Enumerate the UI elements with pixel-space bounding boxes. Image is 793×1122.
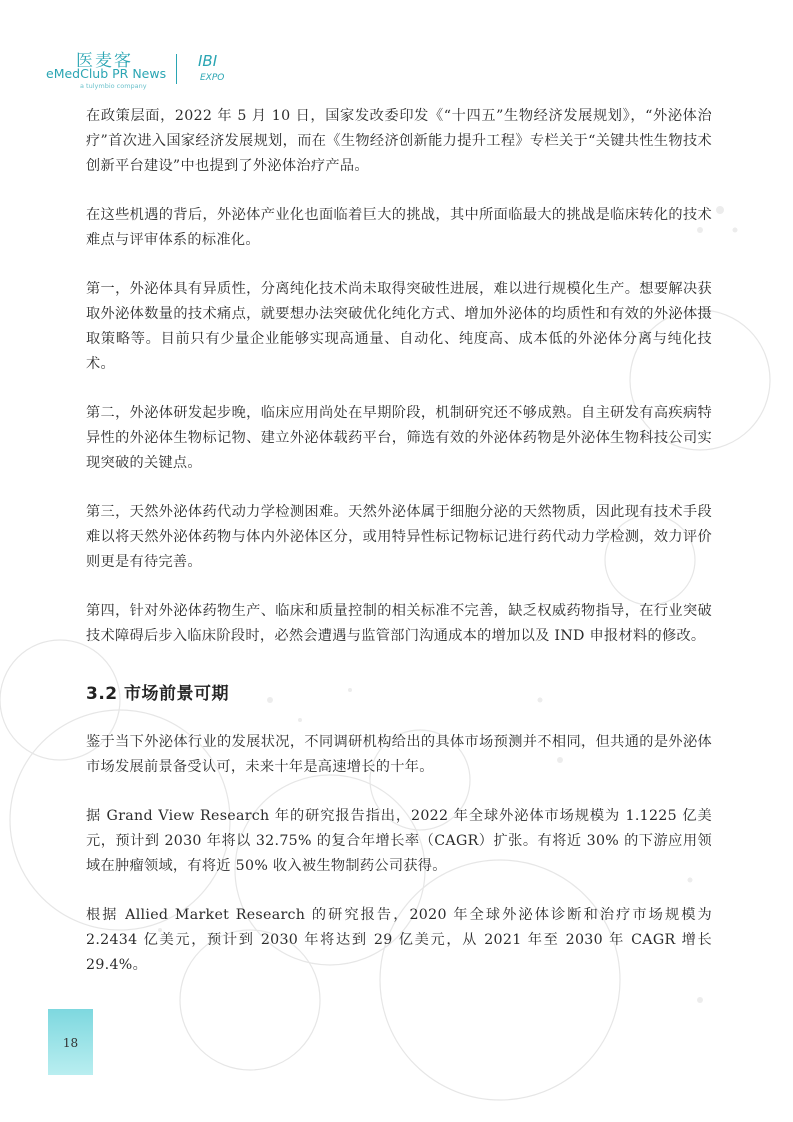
ibi-expo-logo	[188, 48, 236, 88]
header-logo	[40, 44, 260, 94]
paragraph: 第四，针对外泌体药物生产、临床和质量控制的相关标准不完善，缺乏权威药物指导，在行业突破技术障碍后步入临床阶段时，必然会遭遇与监管部门沟通成本的增加以及 IND 申报材料的修改。	[86, 603, 712, 644]
paragraph: 第三，天然外泌体药代动力学检测困难。天然外泌体属于细胞分泌的天然物质，因此现有技术手段难以将天然外泌体药物与体内外泌体区分，或用特异性标记物标记进行药代动力学检测，效力评价则更是有待完善。	[86, 504, 712, 570]
page-number: 18	[62, 1036, 79, 1050]
paragraph: 第一，外泌体具有异质性，分离纯化技术尚未取得突破性进展，难以进行规模化生产。想要解决获取外泌体数量的技术痛点，就要想办法突破优化纯化方式、增加外泌体的均质性和有效的外泌体摄取策略等。目前只有少量企业能够实现高通量、自动化、纯度高、成本低的外泌体分离与纯化技术。	[86, 281, 712, 372]
logo-sub: a tulymbio company	[80, 82, 147, 90]
paragraph: 根据 Allied Market Research 的研究报告，2020 年全球外泌体诊断和治疗市场规模为 2.2434 亿美元，预计到 2030 年将达到 29 亿美元，从 2021 年至 2030 年 CAGR 增长 29.4%。	[86, 907, 712, 973]
main-content	[86, 104, 712, 1002]
ibi-text: IBI	[198, 52, 218, 70]
paragraph: 在这些机遇的背后，外泌体产业化也面临着巨大的挑战，其中所面临最大的挑战是临床转化的技术难点与评审体系的标准化。	[86, 207, 712, 248]
paragraph: 第二，外泌体研发起步晚，临床应用尚处在早期阶段，机制研究还不够成熟。自主研发有高疾病特异性的外泌体生物标记物、建立外泌体载药平台，筛选有效的外泌体药物是外泌体生物科技公司实现突破的关键点。	[86, 405, 712, 471]
logo-divider	[176, 54, 177, 84]
section-heading: 3.2 市场前景可期	[86, 684, 230, 704]
paragraph: 鉴于当下外泌体行业的发展状况，不同调研机构给出的具体市场预测并不相同，但共通的是外泌体市场发展前景备受认可，未来十年是高速增长的十年。	[86, 734, 712, 775]
expo-text: EXPO	[200, 73, 225, 83]
paragraph: 据 Grand View Research 年的研究报告指出，2022 年全球外泌体市场规模为 1.1225 亿美元，预计到 2030 年将以 32.75% 的复合年增长率（CAGR）扩张。有将近 30% 的下游应用领域在肿瘤领域，有将近 50% 收入被生物制药公司获得。	[86, 808, 712, 874]
logo-cn: 医麦客	[76, 51, 133, 71]
logo-en: eMedClub PR News	[46, 66, 167, 81]
paragraph: 在政策层面，2022 年 5 月 10 日，国家发改委印发《“十四五”生物经济发展规划》，“外泌体治疗”首次进入国家经济发展规划，而在《生物经济创新能力提升工程》专栏关于“关键共性生物技术创新平台建设”中也提到了外泌体治疗产品。	[86, 108, 712, 174]
